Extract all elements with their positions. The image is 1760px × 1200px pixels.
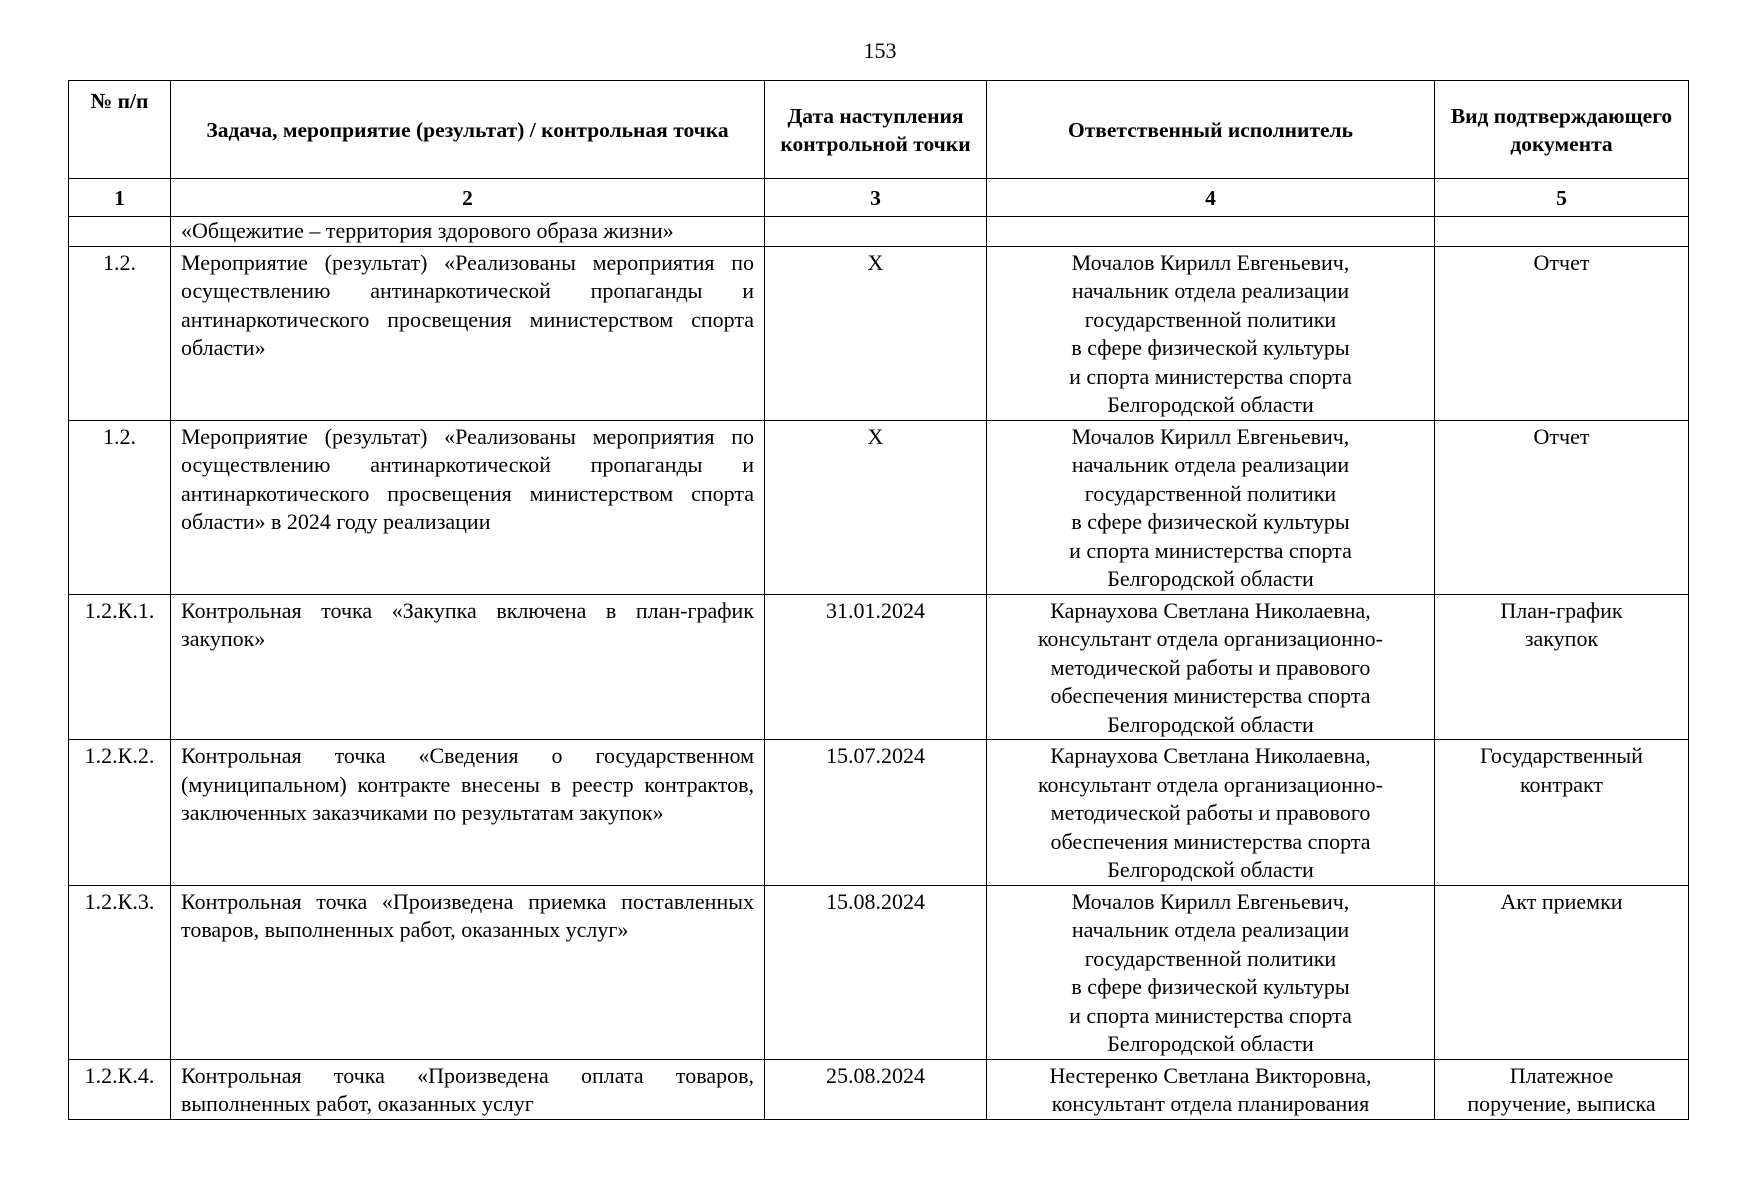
header-number: № п/п [69,81,171,179]
table-row [69,246,1689,420]
executor-line: начальник отдела реализации [1071,917,1350,942]
executor-line: методической работы и правового [1050,800,1371,825]
executor-line: Карнаухова Светлана Николаевна, [1050,743,1371,768]
executor-line: в сфере физической культуры [1071,335,1350,360]
document-line: Отчет [1533,249,1590,275]
row-executor [987,740,1435,886]
executor-line: Белгородской области [1107,1031,1314,1056]
continuation-executor-cell [987,217,1435,247]
row-date: 15.08.2024 [765,885,987,1059]
page-number: 153 [863,38,897,63]
row-executor [987,594,1435,740]
column-number: 5 [1435,179,1689,217]
executor-line: в сфере физической культуры [1071,974,1350,999]
row-number: 1.2.К.4. [69,1059,171,1119]
continuation-task-cell: «Общежитие – территория здорового образа жизни» [171,217,765,247]
continuation-date-cell [765,217,987,247]
row-executor [987,1059,1435,1119]
executor-line: Белгородской области [1107,857,1314,882]
executor-line: государственной политики [1084,306,1337,332]
row-number: 1.2.К.3. [69,885,171,1059]
document-line: Акт приемки [1500,888,1623,914]
table-row [69,740,1689,886]
column-number: 4 [987,179,1435,217]
header-date: Дата наступления контрольной точки [765,81,987,179]
row-task: Контрольная точка «Сведения о государственном (муниципальном) контракте внесены в реестр контрактов, заключенных заказчиками по результатам закупок» [171,740,765,886]
executor-line: методической работы и правового [1050,654,1371,680]
row-document [1435,740,1689,886]
executor-line: Белгородской области [1107,566,1314,591]
column-number: 3 [765,179,987,217]
row-task: Мероприятие (результат) «Реализованы мероприятия по осуществлению антинаркотической пропаганды и антинаркотического просвещения министерством спорта области» [171,246,765,420]
executor-line: Белгородской области [1107,711,1314,737]
row-date: 15.07.2024 [765,740,987,886]
continuation-number-cell [69,217,171,247]
table-row [69,594,1689,740]
control-points-table [68,80,1689,1120]
header-document: Вид подтверждающего документа [1435,81,1689,179]
executor-line: государственной политики [1084,945,1337,971]
column-number: 1 [69,179,171,217]
executor-line: начальник отдела реализации [1071,452,1350,477]
document-line: План-график [1500,597,1623,623]
executor-line: консультант отдела планирования [1051,1091,1370,1116]
continuation-document-cell [1435,217,1689,247]
document-line: закупок [1524,626,1599,651]
executor-line: и спорта министерства спорта [1069,1002,1352,1028]
row-date: Х [765,246,987,420]
document-line: Платежное [1509,1062,1614,1088]
executor-line: обеспечения министерства спорта [1050,828,1371,854]
executor-line: государственной политики [1084,480,1337,506]
continuation-row [69,217,1689,247]
column-numbers-row [69,179,1689,217]
table-header-row [69,81,1689,179]
row-date: 31.01.2024 [765,594,987,740]
executor-line: начальник отдела реализации [1071,278,1350,303]
row-number: 1.2. [69,420,171,594]
row-executor [987,246,1435,420]
document-line: Отчет [1533,423,1590,449]
row-document [1435,1059,1689,1119]
executor-line: Нестеренко Светлана Викторовна, [1049,1062,1372,1088]
document-line: контракт [1519,771,1603,797]
row-executor [987,885,1435,1059]
row-document [1435,885,1689,1059]
table-row [69,420,1689,594]
table-row [69,885,1689,1059]
executor-line: Мочалов Кирилл Евгеньевич, [1071,249,1350,275]
row-task: Контрольная точка «Закупка включена в план-график закупок» [171,594,765,740]
executor-line: обеспечения министерства спорта [1050,683,1371,708]
row-task: Контрольная точка «Произведена оплата товаров, выполненных работ, оказанных услуг [171,1059,765,1119]
row-date: 25.08.2024 [765,1059,987,1119]
executor-line: Карнаухова Светлана Николаевна, [1050,597,1371,623]
row-number: 1.2.К.1. [69,594,171,740]
executor-line: консультант отдела организационно- [1037,771,1383,797]
row-document [1435,594,1689,740]
row-document [1435,246,1689,420]
table-row [69,1059,1689,1119]
executor-line: и спорта министерства спорта [1069,363,1352,389]
executor-line: и спорта министерства спорта [1069,537,1352,563]
executor-line: в сфере физической культуры [1071,509,1350,534]
executor-line: консультант отдела организационно- [1037,626,1383,651]
row-task: Контрольная точка «Произведена приемка поставленных товаров, выполненных работ, оказанных услуг» [171,885,765,1059]
header-task: Задача, мероприятие (результат) / контрольная точка [171,81,765,179]
row-task: Мероприятие (результат) «Реализованы мероприятия по осуществлению антинаркотической пропаганды и антинаркотического просвещения министерством спорта области» в 2024 году реализации [171,420,765,594]
row-number: 1.2.К.2. [69,740,171,886]
executor-line: Белгородской области [1107,392,1314,417]
row-document [1435,420,1689,594]
row-executor [987,420,1435,594]
row-number: 1.2. [69,246,171,420]
executor-line: Мочалов Кирилл Евгеньевич, [1071,888,1350,914]
row-date: Х [765,420,987,594]
document-line: Государственный [1480,743,1643,768]
document-line: поручение, выписка [1467,1091,1656,1116]
executor-line: Мочалов Кирилл Евгеньевич, [1071,423,1350,449]
column-number: 2 [171,179,765,217]
header-executor: Ответственный исполнитель [987,81,1435,179]
